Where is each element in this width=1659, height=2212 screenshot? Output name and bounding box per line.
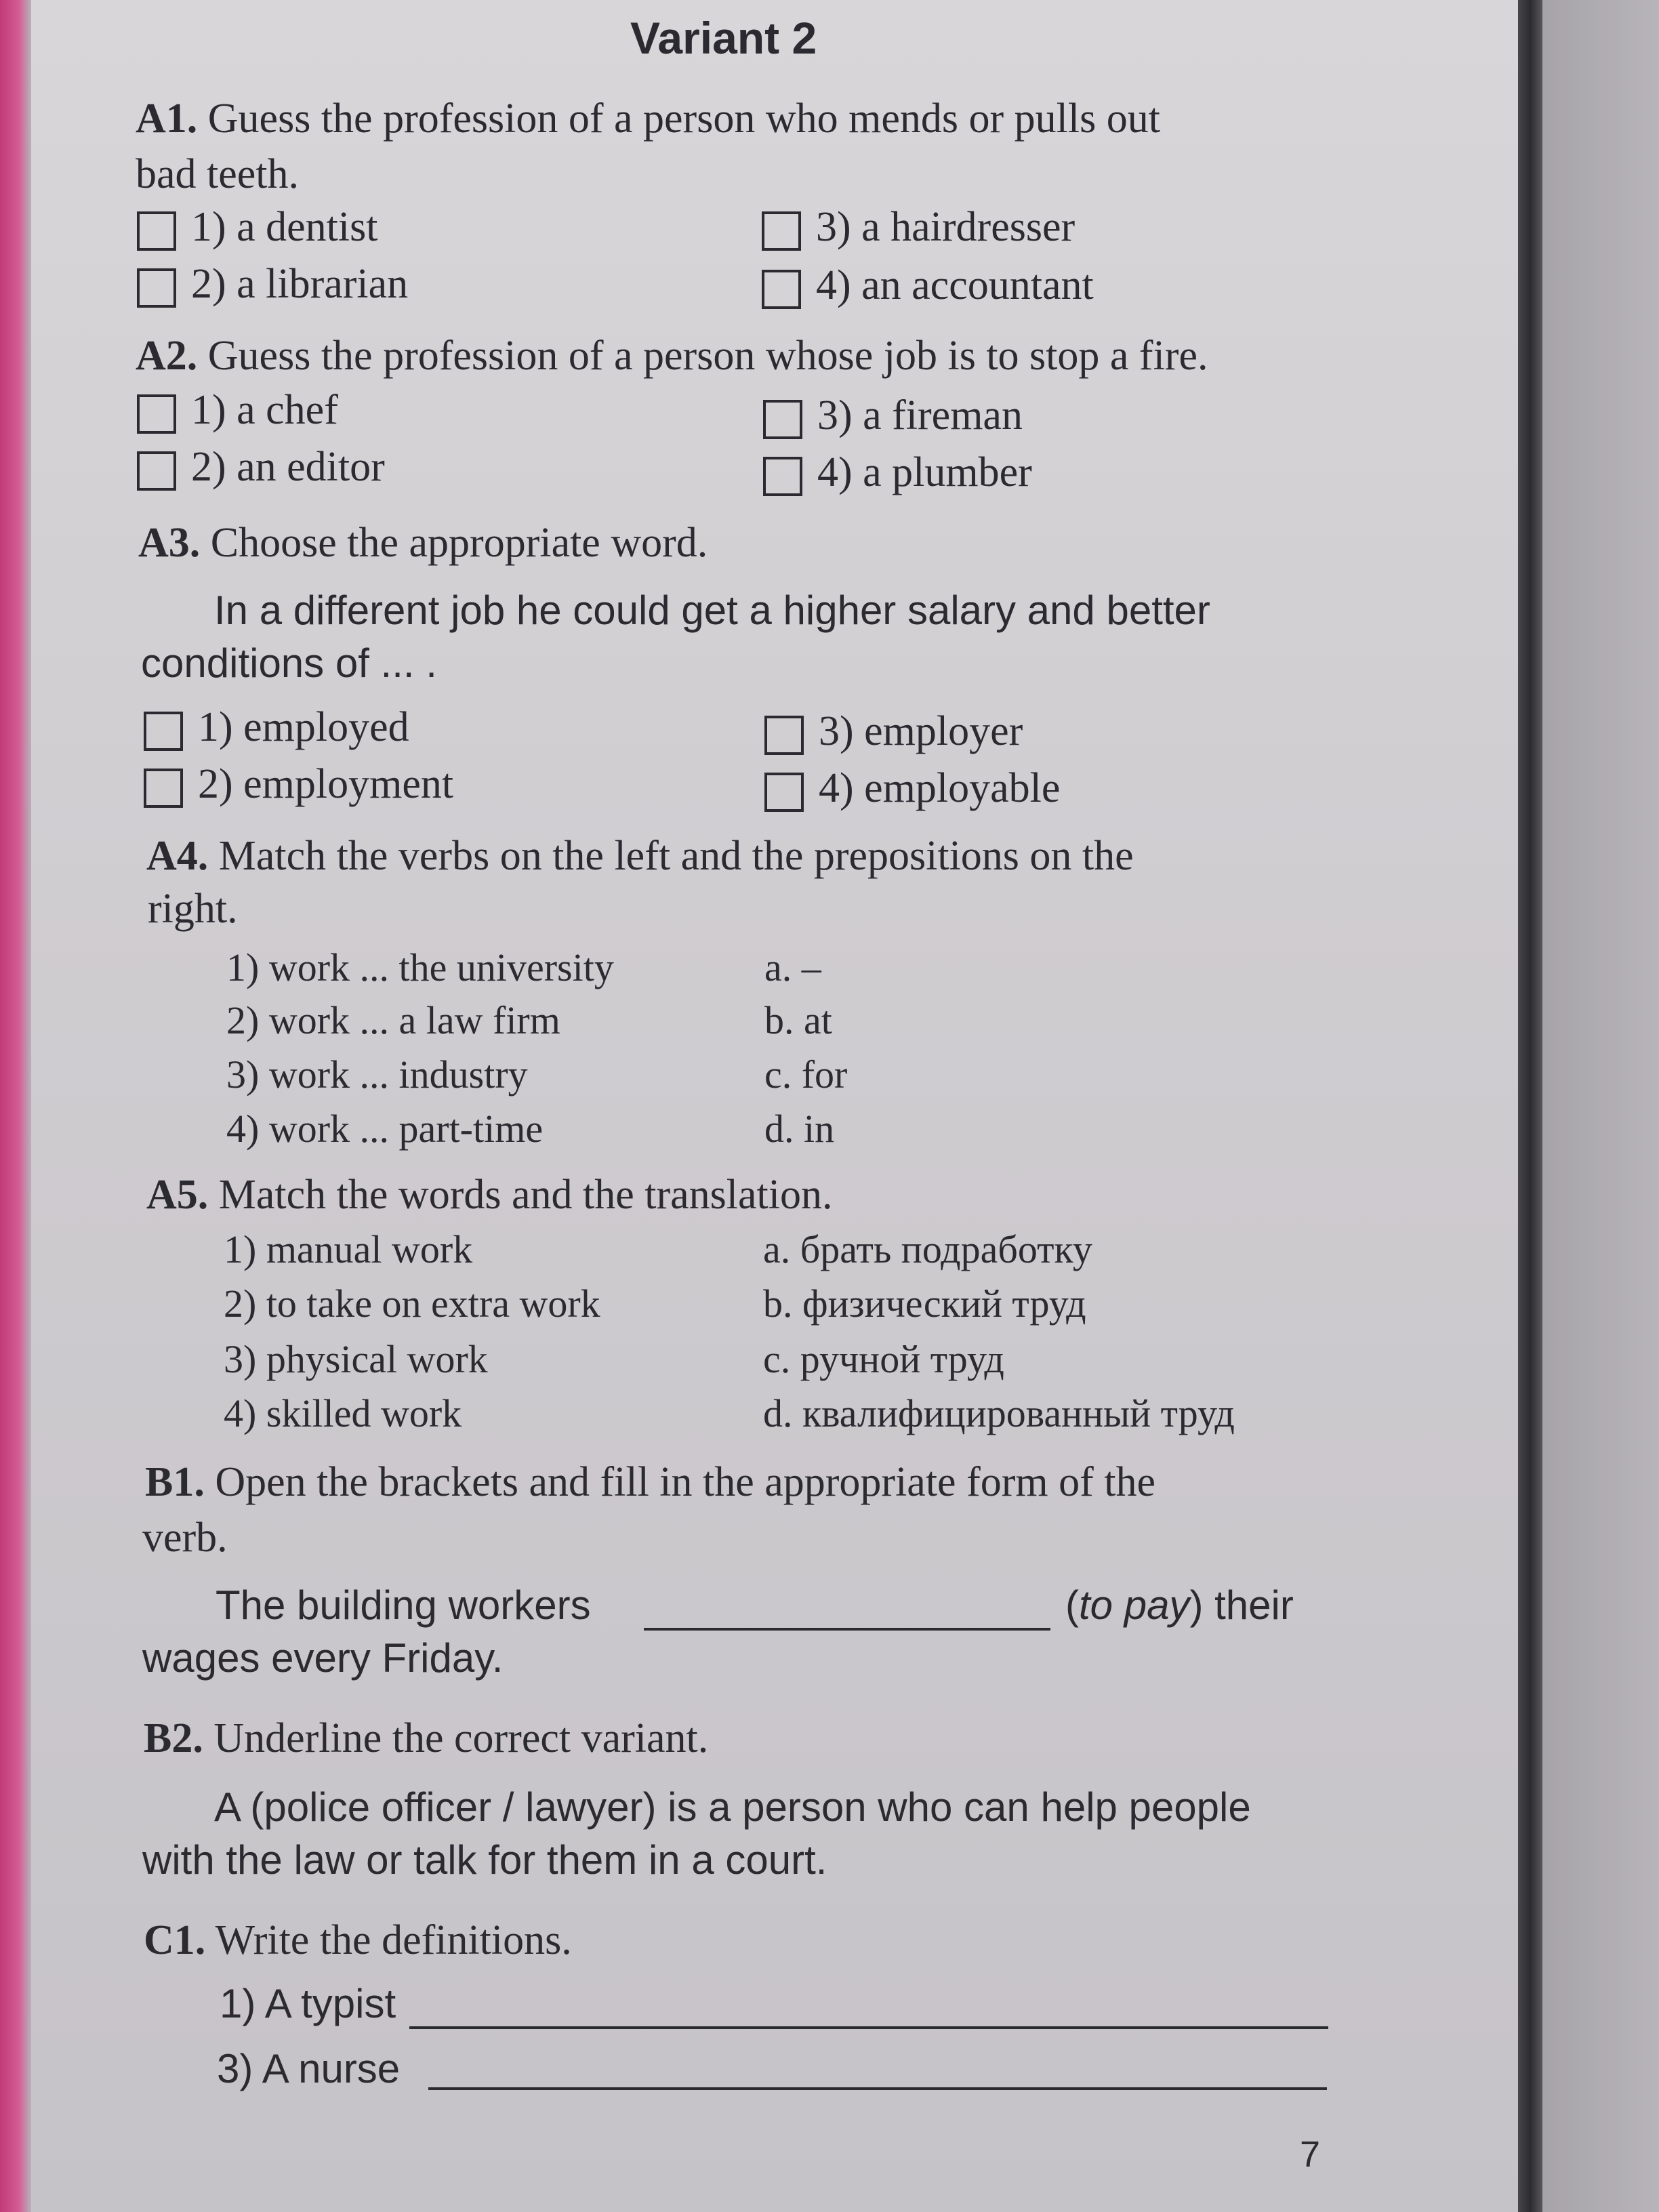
answer-checkbox[interactable] [764,716,804,755]
definition-item: 1) A typist [220,1981,396,2026]
match-right-item: c. ручной труд [763,1337,1004,1381]
answer-checkbox[interactable] [764,773,804,812]
question-b1 [145,1458,1155,1507]
match-left-item: 4) skilled work [224,1391,462,1435]
match-left-item: 1) manual work [224,1227,473,1271]
question-text: Guess the profession of a person whose job is to stop a fire. [207,333,1208,379]
question-text: Write the definitions. [215,1917,572,1963]
exercise-sentence: In a different job he could get a higher salary and better [214,588,1210,633]
answer-checkbox[interactable] [137,268,176,308]
match-right-item: d. квалифицированный труд [763,1391,1235,1435]
question-text: Underline the correct variant. [213,1715,709,1761]
answer-checkbox[interactable] [144,712,183,751]
answer-blank-line[interactable] [409,2026,1328,2029]
option-label: 3) a hairdresser [816,204,1076,250]
question-b2 [144,1715,708,1763]
option-label: 4) employable [819,765,1061,811]
question-a5 [146,1171,832,1219]
verb-hint-text: to pay [1078,1582,1190,1628]
answer-checkbox[interactable] [137,211,176,251]
question-text: Match the words and the translation. [218,1172,833,1218]
option-label: 1) employed [198,704,409,750]
page-margin-right [1542,0,1659,2212]
answer-checkbox[interactable] [137,451,176,491]
answer-checkbox[interactable] [762,211,801,251]
question-c1 [144,1917,572,1965]
question-a4 [146,832,1134,880]
verb-hint: (to pay) their [1065,1582,1294,1628]
match-left-item: 1) work ... the university [226,945,614,989]
match-right-item: d. in [764,1107,835,1151]
answer-checkbox[interactable] [144,769,183,808]
page-title: Variant 2 [630,13,817,63]
option-label: 2) employment [198,761,454,807]
option-label: 3) employer [819,708,1023,754]
answer-checkbox[interactable] [762,270,801,309]
question-a1-cont: bad teeth. [136,151,300,197]
question-number: A5. [146,1172,209,1218]
match-right-item: b. физический труд [763,1282,1086,1326]
question-number: A1. [136,96,198,142]
option-label: 2) a librarian [191,261,409,307]
option-label: 4) a plumber [817,449,1032,495]
question-text: Choose the appropriate word. [210,520,708,566]
match-right-item: c. for [764,1052,848,1097]
answer-blank-line[interactable] [644,1628,1050,1631]
exercise-sentence-cont: conditions of ... . [141,640,437,686]
option-label: 3) a fireman [817,392,1023,438]
question-text: Open the brackets and fill in the appropriate form of the [215,1459,1155,1505]
question-text: Match the verbs on the left and the prepositions on the [218,833,1134,879]
exercise-sentence: A (police officer / lawyer) is a person who can help people [214,1784,1251,1830]
binder-edge [0,0,31,2212]
question-number: B2. [144,1715,203,1761]
answer-blank-line[interactable] [428,2087,1327,2090]
answer-checkbox[interactable] [763,457,802,496]
question-text: Guess the profession of a person who mends or pulls out [207,96,1160,142]
definition-item: 3) A nurse [217,2046,401,2091]
question-a3 [138,519,708,567]
exercise-sentence-end: their [1214,1582,1294,1628]
answer-checkbox[interactable] [763,400,802,439]
match-left-item: 2) to take on extra work [224,1282,600,1326]
option-label: 4) an accountant [816,262,1094,308]
exercise-sentence-cont: wages every Friday. [142,1635,504,1681]
match-right-item: a. брать подработку [763,1227,1092,1271]
exercise-sentence-cont: with the law or talk for them in a court. [142,1837,827,1883]
answer-checkbox[interactable] [137,394,176,434]
option-label: 2) an editor [191,444,385,490]
match-right-item: b. at [764,998,832,1042]
book-spine [1518,0,1542,2212]
question-number: B1. [145,1459,205,1505]
question-number: A4. [146,833,209,879]
exercise-sentence: The building workers [216,1582,591,1628]
match-left-item: 3) work ... industry [226,1052,528,1097]
match-left-item: 4) work ... part-time [226,1107,544,1151]
match-left-item: 3) physical work [224,1337,488,1381]
question-a1 [136,95,1160,143]
question-number: C1. [144,1917,206,1963]
match-left-item: 2) work ... a law firm [226,998,560,1042]
question-a4-cont: right. [148,886,238,932]
question-a2 [136,332,1208,380]
match-right-item: a. – [764,945,821,989]
question-number: A2. [136,333,198,379]
option-label: 1) a dentist [191,204,378,250]
page-number: 7 [1300,2134,1321,2175]
question-b1-cont: verb. [142,1515,228,1561]
question-number: A3. [138,520,201,566]
option-label: 1) a chef [191,387,338,433]
